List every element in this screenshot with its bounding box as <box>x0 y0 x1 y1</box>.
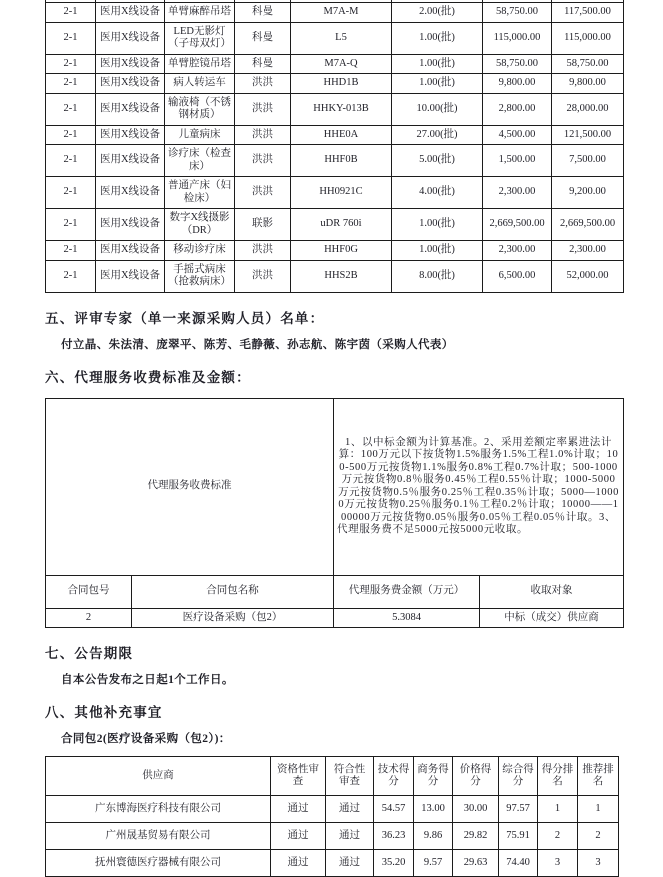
model-cell: HHD1B <box>291 74 392 94</box>
unit-price-cell: 115,000.00 <box>483 22 552 54</box>
price-score-cell: 29.63 <box>453 850 499 877</box>
package-id-header: 合同包号 <box>46 575 132 608</box>
category-cell: 医用X线设备 <box>96 209 165 241</box>
qty-cell: 1.00(批) <box>392 22 483 54</box>
pkg-cell: 2-1 <box>46 145 96 177</box>
category-cell: 医用X线设备 <box>96 93 165 125</box>
qty-cell: 5.00(批) <box>392 145 483 177</box>
category-cell: 医用X线设备 <box>96 177 165 209</box>
total-price-cell: 2,669,500.00 <box>552 209 624 241</box>
model-cell: HHF0B <box>291 145 392 177</box>
contract-package-label: 合同包2(医疗设备采购（包2）)： <box>61 733 231 745</box>
unit-price-cell: 4,500.00 <box>483 125 552 145</box>
pkg-cell: 2-1 <box>46 93 96 125</box>
section-8-heading: 八、其他补充事宜 <box>45 705 163 720</box>
table-row <box>46 125 624 145</box>
item-name-cell: 病人转运车 <box>165 74 235 94</box>
fee-payer-header: 收取对象 <box>480 575 624 608</box>
recommend-rank-cell: 2 <box>578 823 619 850</box>
table-row <box>46 177 624 209</box>
category-cell: 医用X线设备 <box>96 260 165 292</box>
unit-price-cell: 58,750.00 <box>483 3 552 23</box>
pkg-cell: 2-1 <box>46 22 96 54</box>
section-6-heading: 六、代理服务收费标准及金额： <box>45 369 251 385</box>
brand-cell: 洪洪 <box>235 125 291 145</box>
model-cell: M7A-M <box>291 3 392 23</box>
business-score-cell: 9.86 <box>414 823 453 850</box>
item-name-cell: 移动诊疗床 <box>165 241 235 261</box>
table-row <box>46 22 624 54</box>
total-price-cell: 58,750.00 <box>552 54 624 74</box>
model-cell: L5 <box>291 22 392 54</box>
total-price-cell: 28,000.00 <box>552 93 624 125</box>
conformity-cell: 通过 <box>326 850 374 877</box>
supplier-evaluation-table <box>45 756 619 877</box>
brand-cell: 科曼 <box>235 54 291 74</box>
recommend-rank-cell: 3 <box>578 850 619 877</box>
recommend-rank-header: 推荐排名 <box>578 757 619 796</box>
pkg-cell: 2-1 <box>46 74 96 94</box>
item-name-cell: LED无影灯（子母双灯） <box>165 22 235 54</box>
supplier-name-cell: 抚州寰德医疗器械有限公司 <box>46 850 271 877</box>
score-rank-header: 得分排名 <box>538 757 578 796</box>
total-score-cell: 74.40 <box>499 850 538 877</box>
fee-standard-label: 代理服务收费标准 <box>46 398 334 575</box>
table-row <box>46 260 624 292</box>
fee-payer-cell: 中标（成交）供应商 <box>480 608 624 628</box>
item-name-cell: 手摇式病床（抢救病床） <box>165 260 235 292</box>
price-score-cell: 30.00 <box>453 796 499 823</box>
model-cell: HHE0A <box>291 125 392 145</box>
total-price-cell: 9,800.00 <box>552 74 624 94</box>
pkg-cell: 2-1 <box>46 125 96 145</box>
price-score-cell: 29.82 <box>453 823 499 850</box>
package-name-cell: 医疗设备采购（包2） <box>132 608 334 628</box>
category-cell: 医用X线设备 <box>96 22 165 54</box>
model-cell: HH0921C <box>291 177 392 209</box>
unit-price-cell: 2,669,500.00 <box>483 209 552 241</box>
item-name-cell: 输液椅（不锈钢材质） <box>165 93 235 125</box>
total-price-cell: 7,500.00 <box>552 145 624 177</box>
table-row <box>46 145 624 177</box>
supplier-name-cell: 广东博海医疗科技有限公司 <box>46 796 271 823</box>
expert-names-text: 付立晶、朱法清、庞翠平、陈芳、毛静薇、孙志航、陈宇茵（采购人代表） <box>61 338 454 351</box>
recommend-rank-cell: 1 <box>578 796 619 823</box>
unit-price-cell: 1,500.00 <box>483 145 552 177</box>
total-score-header: 综合得分 <box>499 757 538 796</box>
table-row <box>46 241 624 261</box>
category-cell: 医用X线设备 <box>96 125 165 145</box>
unit-price-cell: 9,800.00 <box>483 74 552 94</box>
pkg-cell: 2-1 <box>46 3 96 23</box>
announcement-period-text: 自本公告发布之日起1个工作日。 <box>61 674 234 686</box>
item-name-cell: 诊疗床（检查床） <box>165 145 235 177</box>
brand-cell: 联影 <box>235 209 291 241</box>
qty-cell: 10.00(批) <box>392 93 483 125</box>
technical-score-cell: 35.20 <box>374 850 414 877</box>
price-score-header: 价格得分 <box>453 757 499 796</box>
unit-price-cell: 2,300.00 <box>483 241 552 261</box>
total-price-cell: 121,500.00 <box>552 125 624 145</box>
fee-amount-header: 代理服务费金额（万元） <box>334 575 480 608</box>
item-name-cell: 普通产床（妇检床） <box>165 177 235 209</box>
table-row <box>46 823 619 850</box>
conformity-review-header: 符合性审查 <box>326 757 374 796</box>
brand-cell: 洪洪 <box>235 177 291 209</box>
unit-price-cell: 6,500.00 <box>483 260 552 292</box>
total-score-cell: 75.91 <box>499 823 538 850</box>
table-row <box>46 3 624 23</box>
total-price-cell: 9,200.00 <box>552 177 624 209</box>
conformity-cell: 通过 <box>326 823 374 850</box>
table-row <box>46 796 619 823</box>
qty-cell: 1.00(批) <box>392 241 483 261</box>
pkg-cell: 2-1 <box>46 241 96 261</box>
model-cell: HHS2B <box>291 260 392 292</box>
table-row <box>46 54 624 74</box>
section-5-heading: 五、评审专家（单一来源采购人员）名单： <box>45 310 325 326</box>
model-cell: M7A-Q <box>291 54 392 74</box>
unit-price-cell: 2,800.00 <box>483 93 552 125</box>
pkg-cell: 2-1 <box>46 177 96 209</box>
item-name-cell: 单臂麻醉吊塔 <box>165 3 235 23</box>
conformity-cell: 通过 <box>326 796 374 823</box>
qty-cell: 8.00(批) <box>392 260 483 292</box>
qty-cell: 1.00(批) <box>392 74 483 94</box>
qty-cell: 2.00(批) <box>392 3 483 23</box>
model-cell: HHF0G <box>291 241 392 261</box>
category-cell: 医用X线设备 <box>96 3 165 23</box>
qualification-cell: 通过 <box>271 850 326 877</box>
technical-score-header: 技术得分 <box>374 757 414 796</box>
qty-cell: 1.00(批) <box>392 54 483 74</box>
technical-score-cell: 36.23 <box>374 823 414 850</box>
table-row <box>46 850 619 877</box>
item-name-cell: 数字X线摄影（DR） <box>165 209 235 241</box>
qualification-review-header: 资格性审查 <box>271 757 326 796</box>
technical-score-cell: 54.57 <box>374 796 414 823</box>
score-rank-cell: 2 <box>538 823 578 850</box>
fee-header-row <box>46 575 624 608</box>
pkg-cell: 2-1 <box>46 260 96 292</box>
item-name-cell: 单臂腔镜吊塔 <box>165 54 235 74</box>
total-score-cell: 97.57 <box>499 796 538 823</box>
qty-cell: 27.00(批) <box>392 125 483 145</box>
brand-cell: 洪洪 <box>235 145 291 177</box>
brand-cell: 洪洪 <box>235 260 291 292</box>
brand-cell: 洪洪 <box>235 93 291 125</box>
brand-cell: 科曼 <box>235 22 291 54</box>
unit-price-cell: 58,750.00 <box>483 54 552 74</box>
supplier-header-row <box>46 757 619 796</box>
total-price-cell: 115,000.00 <box>552 22 624 54</box>
total-price-cell: 117,500.00 <box>552 3 624 23</box>
qty-cell: 1.00(批) <box>392 209 483 241</box>
fee-data-row <box>46 608 624 628</box>
items-table <box>45 0 624 293</box>
business-score-header: 商务得分 <box>414 757 453 796</box>
category-cell: 医用X线设备 <box>96 54 165 74</box>
fee-standard-row <box>46 398 624 575</box>
agency-fee-table <box>45 398 624 629</box>
brand-cell: 科曼 <box>235 3 291 23</box>
fee-standard-text: 1、以中标金额为计算基准。2、采用差额定率累进法计算：100万元以下按货物1.5%服务1.5%工程1.0%计取；100-500万元按货物1.1%服务0.8%工程0.7%计取；500-1000万元按货物0.8％服务0.45％工程0.55％计取；1000-5000万元按货物0.5％服务0.25％工程0.35％计取；5000—10000万元按货物0.25％服务0.1％工程0.2％计取；10000——100000万元按货物0.05％服务0.05％工程0.05％计取。3、代理服务费不足5000元按5000元收取。 <box>334 398 624 575</box>
pkg-cell: 2-1 <box>46 209 96 241</box>
brand-cell: 洪洪 <box>235 74 291 94</box>
business-score-cell: 13.00 <box>414 796 453 823</box>
table-row <box>46 209 624 241</box>
item-name-cell: 儿童病床 <box>165 125 235 145</box>
fee-amount-cell: 5.3084 <box>334 608 480 628</box>
qualification-cell: 通过 <box>271 796 326 823</box>
package-id-cell: 2 <box>46 608 132 628</box>
package-name-header: 合同包名称 <box>132 575 334 608</box>
brand-cell: 洪洪 <box>235 241 291 261</box>
total-price-cell: 52,000.00 <box>552 260 624 292</box>
business-score-cell: 9.57 <box>414 850 453 877</box>
score-rank-cell: 3 <box>538 850 578 877</box>
category-cell: 医用X线设备 <box>96 74 165 94</box>
supplier-header: 供应商 <box>46 757 271 796</box>
pkg-cell: 2-1 <box>46 54 96 74</box>
model-cell: uDR 760i <box>291 209 392 241</box>
score-rank-cell: 1 <box>538 796 578 823</box>
supplier-name-cell: 广州晟基贸易有限公司 <box>46 823 271 850</box>
qty-cell: 4.00(批) <box>392 177 483 209</box>
total-price-cell: 2,300.00 <box>552 241 624 261</box>
category-cell: 医用X线设备 <box>96 241 165 261</box>
model-cell: HHKY-013B <box>291 93 392 125</box>
section-7-heading: 七、公告期限 <box>45 646 134 661</box>
document-content <box>45 0 623 877</box>
category-cell: 医用X线设备 <box>96 145 165 177</box>
qualification-cell: 通过 <box>271 823 326 850</box>
unit-price-cell: 2,300.00 <box>483 177 552 209</box>
table-row <box>46 93 624 125</box>
table-row <box>46 74 624 94</box>
